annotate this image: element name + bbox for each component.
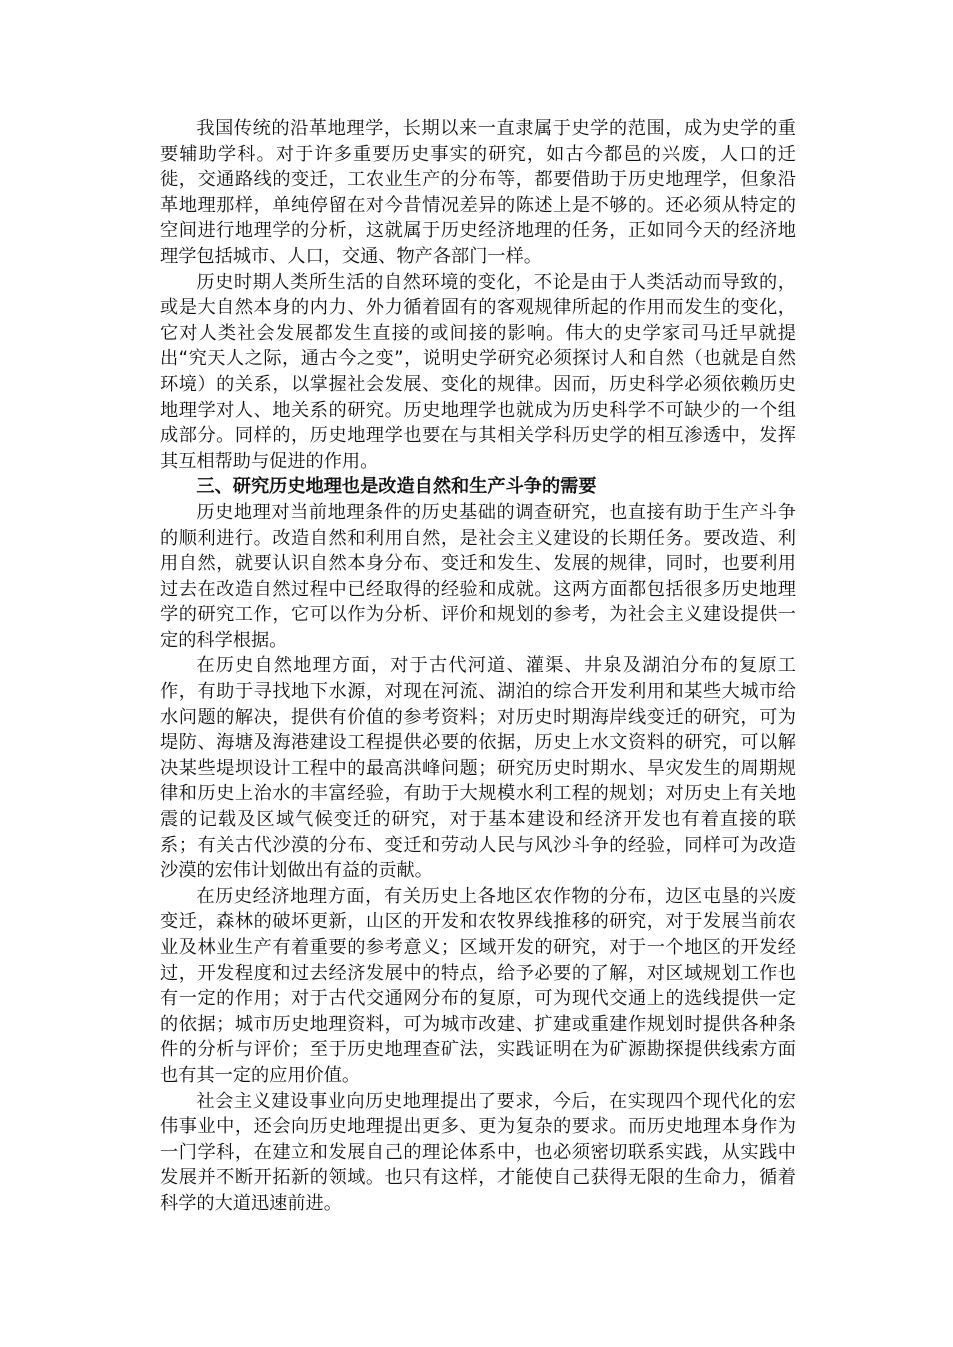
paragraph-traditional-geography: 我国传统的沿革地理学，长期以来一直隶属于史学的范围，成为史学的重要辅助学科。对于许多重要历史事实的研究，如古今都邑的兴废，人口的迁徙，交通路线的变迁，工农业生产的分布等，都要借助于历史地理学，但象沿革地理那样，单纯停留在对今昔情况差异的陈述上是不够的。还必须从特定的空间进行地理学的分析，这就属于历史经济地理的任务，正如同今天的经济地理学包括城市、人口，交通、物产各部门一样。 — [160, 118, 796, 267]
paragraph-socialist-construction: 社会主义建设事业向历史地理提出了要求，今后，在实现四个现代化的宏伟事业中，还会向历史地理提出更多、更为复杂的要求。而历史地理本身作为一门学科，在建立和发展自己的理论体系中，也必须密切联系实践，从实践中发展并不断开拓新的领域。也只有这样，才能使自己获得无限的生命力，循着科学的大道迅速前进。 — [160, 1090, 796, 1214]
document-body — [160, 116, 796, 1217]
paragraph-historical-economic-geography: 在历史经济地理方面，有关历史上各地区农作物的分布，边区屯垦的兴废变迁，森林的破坏更新，山区的开发和农牧界线推移的研究，对于发展当前农业及林业生产有着重要的参考意义；区域开发的研究，对于一个地区的开发经过，开发程度和过去经济发展中的特点，给予必要的了解，对区域规划工作也有一定的作用；对于古代交通网分布的复原，可为现代交通上的选线提供一定的依据；城市历史地理资料，可为城市改建、扩建或重建作规划时提供各种条件的分析与评价；至于历史地理查矿法，实践证明在为矿源勘探提供线索方面也有其一定的应用价值。 — [160, 885, 796, 1086]
section-heading: 三、研究历史地理也是改造自然和生产斗争的需要 — [196, 476, 597, 498]
paragraph-production-struggle: 历史地理对当前地理条件的历史基础的调查研究，也直接有助于生产斗争的顺利进行。改造自然和利用自然，是社会主义建设的长期任务。要改造、利用自然，就要认识自然本身分布、变迁和发生、发展的规律，同时，也要利用过去在改造自然过程中已经取得的经验和成就。这两方面都包括很多历史地理学的研究工作，它可以作为分析、评价和规划的参考，为社会主义建设提供一定的科学根据。 — [160, 501, 796, 651]
paragraph-historical-physical-geography: 在历史自然地理方面，对于古代河道、灌渠、井泉及湖泊分布的复原工作，有助于寻找地下水源，对现在河流、湖泊的综合开发利用和某些大城市给水问题的解决，提供有价值的参考资料；对历史时期海岸线变迁的研究，可为堤防、海塘及海港建设工程提供必要的依据，历史上水文资料的研究，可以解决某些堤坝设计工程中的最高洪峰问题；研究历史时期水、旱灾发生的周期规律和历史上治水的丰富经验，有助于大规模水利工程的规划；对历史上有关地震的记载及区域气候变迁的研究，对于基本建设和经济开发也有着直接的联系；有关古代沙漠的分布、变迁和劳动人民与风沙斗争的经验，同样可为改造沙漠的宏伟计划做出有益的贡献。 — [160, 655, 796, 882]
paragraph-natural-environment-change: 历史时期人类所生活的自然环境的变化，不论是由于人类活动而导致的，或是大自然本身的内力、外力循着固有的客观规律所起的作用而发生的变化，它对人类社会发展都发生直接的或间接的影响。伟大的史学家司马迁早就提出“究天人之际，通古今之变”，说明史学研究必须探讨人和自然（也就是自然环境）的关系，以掌握社会发展、变化的规律。因而，历史科学必须依赖历史地理学对人、地关系的研究。历史地理学也就成为历史科学不可缺少的一个组成部分。同样的，历史地理学也要在与其相关学科历史学的相互渗透中，发挥其互相帮助与促进的作用。 — [160, 271, 796, 472]
